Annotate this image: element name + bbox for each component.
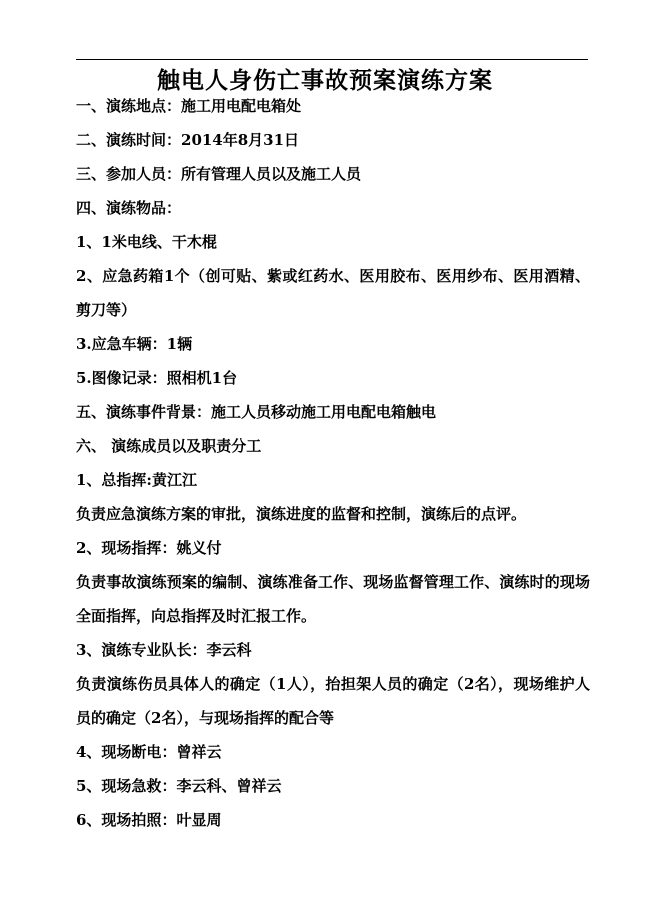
section-location: 一、演练地点：施工用电配电箱处: [76, 97, 302, 115]
section-members: 六、 演练成员以及职责分工: [76, 437, 262, 455]
role-team-leader: 3、演练专业队长：李云科: [76, 641, 252, 659]
role-commander-duty: 负责应急演练方案的审批，演练进度的监督和控制，演练后的点评。: [76, 505, 527, 523]
material-item-first-aid-kit: 2、应急药箱1个（创可贴、紫或红药水、医用胶布、医用纱布、医用酒精、剪刀等）: [76, 267, 590, 319]
role-site-commander-duty: 负责事故演练预案的编制、演练准备工作、现场监督管理工作、演练时的现场全面指挥，向总指挥及时汇报工作。: [76, 573, 590, 625]
role-site-commander: 2、现场指挥：姚义付: [76, 539, 222, 557]
document-title: 触电人身伤亡事故预案演练方案: [157, 67, 493, 94]
material-item-camera: 5.图像记录：照相机1台: [76, 369, 238, 387]
header-rule: [76, 59, 588, 60]
role-first-aid: 5、现场急救：李云科、曾祥云: [76, 777, 282, 795]
material-item-wire: 1、1米电线、干木棍: [76, 233, 217, 251]
section-time: 二、演练时间：2014年8月31日: [76, 131, 300, 149]
section-materials: 四、演练物品：: [76, 199, 182, 217]
section-background: 五、演练事件背景：施工人员移动施工用电配电箱触电: [76, 403, 437, 421]
role-photography: 6、现场拍照：叶显周: [76, 811, 222, 829]
document-body: [76, 98, 590, 846]
material-item-vehicle: 3.应急车辆：1辆: [76, 335, 193, 353]
role-team-leader-duty: 负责演练伤员具体人的确定（1人），抬担架人员的确定（2名），现场维护人员的确定（2名），与现场指挥的配合等: [76, 675, 590, 727]
role-power-off: 4、现场断电：曾祥云: [76, 743, 222, 761]
role-commander: 1、总指挥:黄江江: [76, 471, 197, 489]
section-participants: 三、参加人员：所有管理人员以及施工人员: [76, 165, 362, 183]
